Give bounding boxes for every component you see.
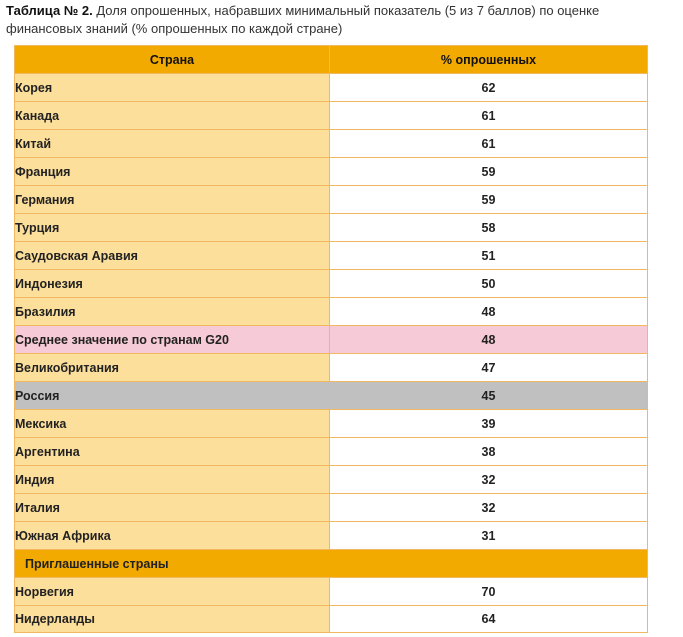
value-cell: 45 [330,382,648,410]
value-cell: 59 [330,158,648,186]
caption-label: Таблица № 2. [6,3,93,18]
country-cell: Германия [15,186,330,214]
country-cell: Бразилия [15,298,330,326]
table-row [15,270,648,298]
country-cell: Индонезия [15,270,330,298]
value-cell: 39 [330,410,648,438]
value-cell: 32 [330,466,648,494]
column-header-country: Страна [15,46,330,74]
value-cell: 38 [330,438,648,466]
value-cell: 64 [330,606,648,633]
country-cell: Турция [15,214,330,242]
table-row [15,130,648,158]
table-row [15,522,648,550]
country-cell: Нидерланды [15,606,330,633]
value-cell: 32 [330,494,648,522]
country-cell: Саудовская Аравия [15,242,330,270]
country-cell: Италия [15,494,330,522]
value-cell: 70 [330,578,648,606]
value-cell: 58 [330,214,648,242]
country-cell: Корея [15,74,330,102]
value-cell: 31 [330,522,648,550]
table-row [15,578,648,606]
value-cell: 59 [330,186,648,214]
table-row [15,102,648,130]
table-row [15,186,648,214]
table-row [15,438,648,466]
table-row [15,410,648,438]
country-cell: Среднее значение по странам G20 [15,326,330,354]
value-cell: 48 [330,326,648,354]
country-cell: Мексика [15,410,330,438]
table-row [15,74,648,102]
table-row [15,214,648,242]
country-cell: Китай [15,130,330,158]
table-row [15,606,648,633]
table-row-russia [15,382,648,410]
table-row [15,242,648,270]
country-cell: Норвегия [15,578,330,606]
financial-literacy-table [14,45,648,633]
value-cell: 48 [330,298,648,326]
table-row [15,494,648,522]
country-cell: Аргентина [15,438,330,466]
country-cell: Великобритания [15,354,330,382]
value-cell: 61 [330,102,648,130]
value-cell: 62 [330,74,648,102]
column-header-percent: % опрошенных [330,46,648,74]
country-cell: Индия [15,466,330,494]
value-cell: 50 [330,270,648,298]
country-cell: Южная Африка [15,522,330,550]
table-row [15,158,648,186]
table-row [15,298,648,326]
country-cell: Россия [15,382,330,410]
value-cell: 51 [330,242,648,270]
caption-text: Доля опрошенных, набравших минимальный показатель (5 из 7 баллов) по оценке финансовых знаний (% опрошенных по каждой стране) [6,3,600,36]
table-row-g20-average [15,326,648,354]
country-cell: Канада [15,102,330,130]
table-caption [6,2,678,38]
country-cell: Франция [15,158,330,186]
value-cell: 61 [330,130,648,158]
table-row [15,354,648,382]
section-row-invited [15,550,648,578]
table-row [15,466,648,494]
table-header-row [15,46,648,74]
section-label: Приглашенные страны [15,550,648,578]
value-cell: 47 [330,354,648,382]
